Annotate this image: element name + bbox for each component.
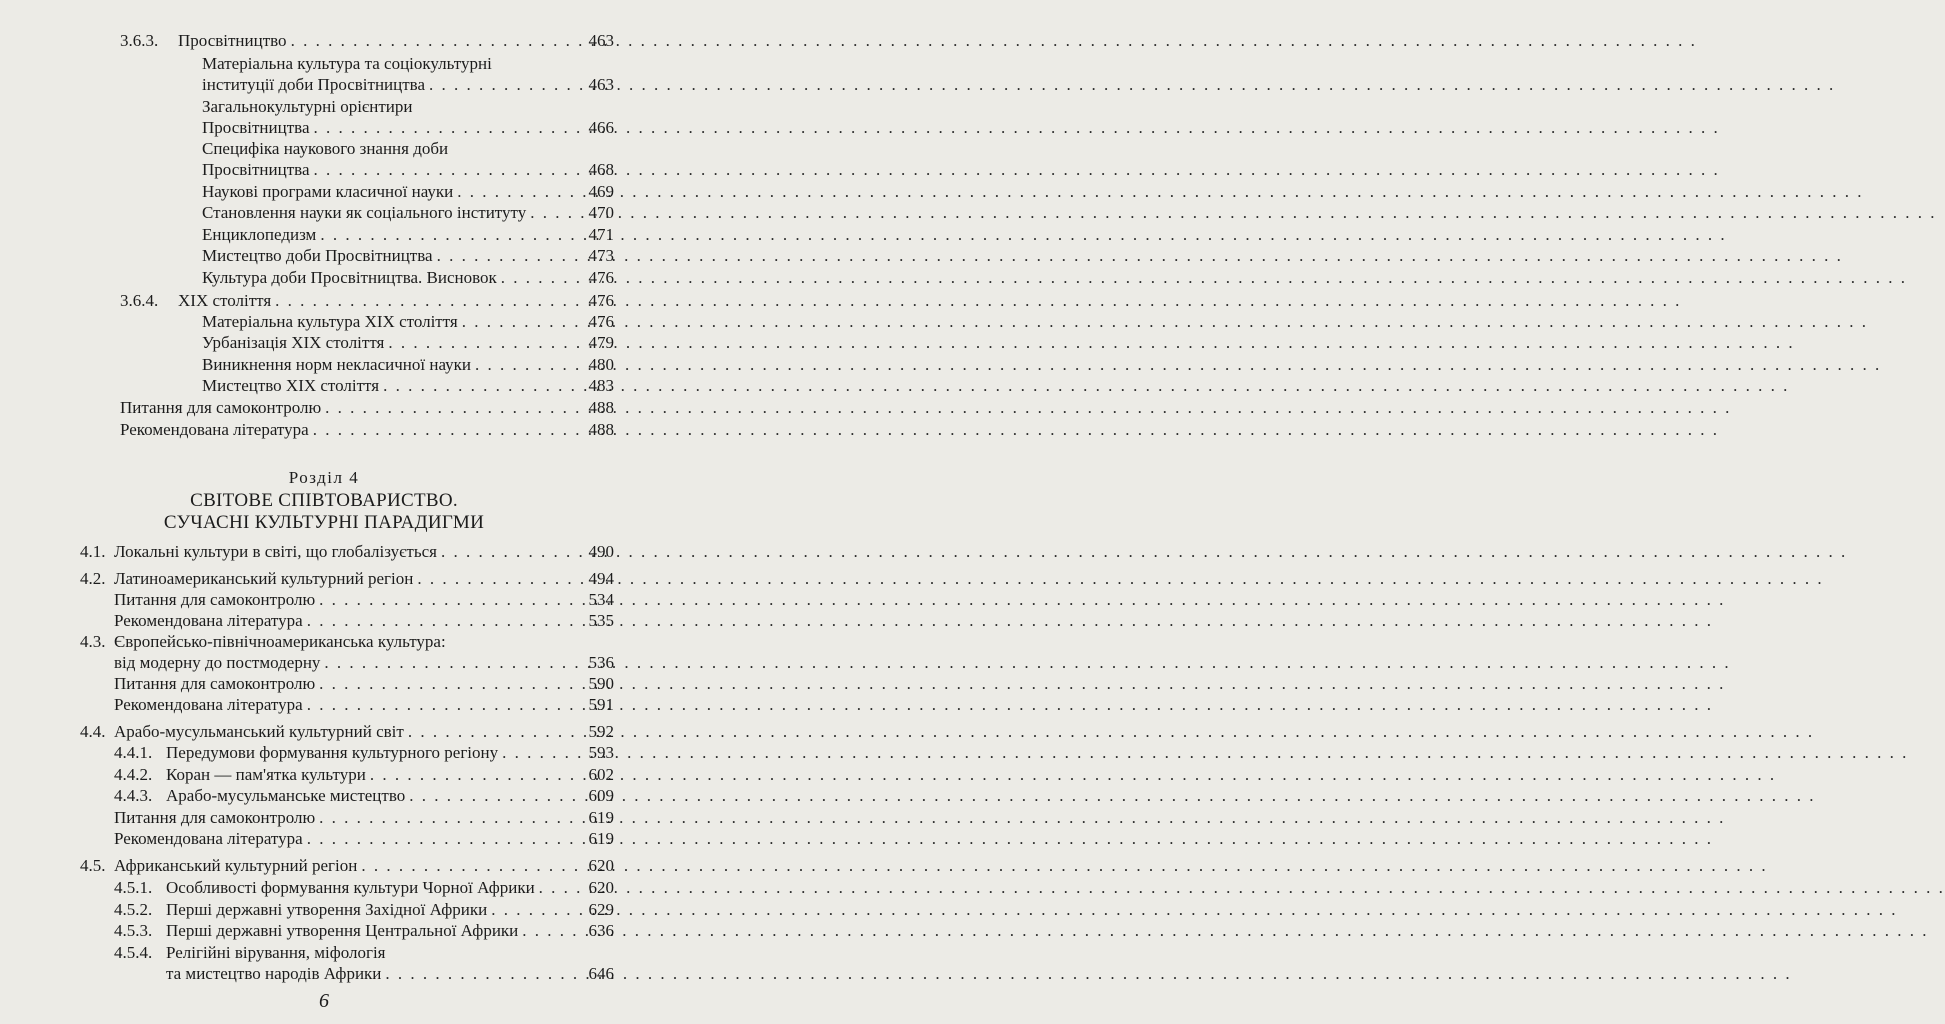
toc-entry-page: 593: [588, 743, 614, 762]
toc-entry-title: Арабо-мусульманське мистецтво: [166, 786, 406, 805]
toc-entry-number: 4.2.: [80, 569, 106, 588]
toc-entry-title: Культура доби Просвітництва. Висновок: [202, 268, 497, 287]
dot-leader: [475, 354, 580, 375]
dot-leader: [539, 877, 580, 898]
toc-entry-title: Локальні культури в світі, що глобалізується: [114, 542, 437, 561]
toc-entry-title: Становлення науки як соціального інституту: [202, 203, 527, 222]
toc-entry: [114, 589, 614, 610]
toc-entry-title: Просвітництво: [178, 31, 287, 50]
toc-entry: [80, 721, 614, 742]
toc-entry-page: 534: [588, 590, 614, 609]
toc-entry-title: Африканський культурний регіон: [114, 856, 358, 875]
dot-leader: [491, 899, 580, 920]
toc-entry-title-cont: Просвітництва: [202, 118, 310, 137]
toc-page: [0, 0, 648, 1024]
toc-entry-number: 4.5.2.: [114, 900, 153, 919]
dot-leader: [307, 828, 580, 849]
toc-entry-page: 470: [588, 203, 614, 222]
toc-entry-number: 4.4.3.: [114, 786, 153, 805]
toc-entry-title: Рекомендована література: [114, 695, 303, 714]
toc-entry-number: 3.6.4.: [120, 291, 159, 310]
toc-entry-page: 476: [588, 312, 614, 331]
dot-leader: [325, 397, 580, 418]
toc-entry-title-cont: Просвітництва: [202, 160, 310, 179]
dot-leader: [324, 652, 580, 673]
dot-leader: [385, 963, 580, 984]
toc-entry: [80, 541, 614, 562]
toc-entry-number: 4.5.3.: [114, 921, 153, 940]
toc-entry-number: 4.5.: [80, 856, 106, 875]
toc-entry-page: 629: [588, 900, 614, 919]
toc-entry: [202, 159, 614, 180]
toc-entry-page: 483: [588, 376, 614, 395]
toc-entry-page: 490: [588, 542, 614, 561]
toc-entry: [202, 181, 614, 202]
dot-leader: [441, 541, 580, 562]
toc-entry-title: Перші державні утворення Західної Африки: [166, 900, 488, 919]
toc-entry-page: 619: [588, 808, 614, 827]
dot-leader: [319, 589, 580, 610]
toc-entry-title: Мистецтво доби Просвітництва: [202, 246, 433, 265]
toc-entry-title: Рекомендована література: [114, 611, 303, 630]
dot-leader: [275, 290, 580, 311]
toc-entry-number: 3.6.3.: [120, 31, 159, 50]
toc-entry: [114, 764, 614, 785]
toc-entry: [202, 202, 614, 223]
toc-entry: [166, 963, 614, 984]
toc-entry-page: 476: [588, 268, 614, 287]
toc-entry-title-cont: та мистецтво народів Африки: [166, 964, 382, 983]
toc-entry-title: [114, 942, 386, 963]
toc-entry-page: 619: [588, 829, 614, 848]
toc-entry-number: 4.5.1.: [114, 878, 153, 897]
toc-entry: [202, 74, 614, 95]
toc-entry-page: 620: [588, 856, 614, 875]
toc-entry-page: 494: [588, 569, 614, 588]
dot-leader: [370, 764, 580, 785]
toc-entry-title-cont: від модерну до постмодерну: [114, 653, 321, 672]
toc-entry: [120, 290, 614, 311]
toc-entry: [114, 899, 614, 920]
toc-entry-number: 4.4.1.: [114, 743, 153, 762]
toc-entry-title: XIX століття: [178, 291, 272, 310]
toc-entry-page: 609: [588, 786, 614, 805]
dot-leader: [522, 920, 580, 941]
toc-entry-page: 592: [588, 722, 614, 741]
toc-entry-page: 636: [588, 921, 614, 940]
toc-entry: [202, 245, 614, 266]
toc-entry-title: Питання для самоконтролю: [114, 674, 316, 693]
toc-entry: [120, 397, 614, 418]
dot-leader: [462, 311, 580, 332]
toc-entry-title: Особливості формування культури Чорної Африки: [166, 878, 535, 897]
dot-leader: [429, 74, 580, 95]
dot-leader: [307, 610, 580, 631]
toc-entry: [80, 568, 614, 589]
toc-entry-title: Урбанізація XIX століття: [202, 333, 385, 352]
toc-entry-number: 4.5.4.: [114, 943, 153, 962]
toc-entry-page: 466: [588, 118, 614, 137]
toc-entry: [202, 332, 614, 353]
toc-entry: [120, 30, 614, 51]
dot-leader: [319, 807, 580, 828]
dot-leader: [409, 785, 580, 806]
toc-entry-title: Виникнення норм некласичної науки: [202, 355, 471, 374]
toc-entry-number: 4.3.: [80, 632, 106, 651]
toc-entry-page: 488: [588, 420, 614, 439]
section-label: Розділ 4: [288, 468, 360, 487]
dot-leader: [530, 202, 580, 223]
toc-entry: [120, 419, 614, 440]
toc-entry: [80, 855, 614, 876]
toc-entry-title: Матеріальна культура та соціокультурні: [202, 54, 492, 73]
toc-entry: [114, 652, 614, 673]
toc-entry-title: Передумови формування культурного регіону: [166, 743, 499, 762]
toc-entry: [114, 828, 614, 849]
toc-entry-title: Перші державні утворення Центральної Африки: [166, 921, 519, 940]
dot-leader: [291, 30, 580, 51]
toc-entry-title: [80, 631, 446, 652]
toc-entry-page: 479: [588, 333, 614, 352]
dot-leader: [314, 159, 581, 180]
toc-entry: [202, 117, 614, 138]
toc-entry: [202, 375, 614, 396]
dot-leader: [502, 742, 580, 763]
toc-entry-title: Наукові програми класичної науки: [202, 182, 454, 201]
toc-entry-page: 646: [588, 964, 614, 983]
dot-leader: [314, 117, 581, 138]
toc-entry: [114, 877, 614, 898]
toc-entry-title: Специфіка наукового знання доби: [202, 139, 449, 158]
toc-entry-page: 602: [588, 765, 614, 784]
toc-entry-title: Релігійні вірування, міфологія: [166, 943, 386, 962]
toc-entry-title: Рекомендована література: [114, 829, 303, 848]
toc-entry-title: Енциклопедизм: [202, 225, 317, 244]
toc-entry: [114, 920, 614, 941]
toc-entry: [114, 694, 614, 715]
toc-entry-title: Європейсько-північноамериканська культура:: [114, 632, 446, 651]
dot-leader: [313, 419, 580, 440]
toc-entry: [202, 267, 614, 288]
toc-entry-page: 476: [588, 291, 614, 310]
toc-entry-title: Питання для самоконтролю: [114, 590, 316, 609]
toc-entry: [114, 610, 614, 631]
dot-leader: [437, 245, 580, 266]
dot-leader: [361, 855, 580, 876]
toc-entry: [202, 311, 614, 332]
dot-leader: [417, 568, 580, 589]
toc-entry-title: Загальнокультурні орієнтири: [202, 97, 413, 116]
dot-leader: [501, 267, 580, 288]
toc-entry-page: 536: [588, 653, 614, 672]
toc-entry-page: 488: [588, 398, 614, 417]
toc-entry-page: 463: [588, 75, 614, 94]
dot-leader: [307, 694, 580, 715]
toc-entry: [114, 673, 614, 694]
section-title-line2: СУЧАСНІ КУЛЬТУРНІ ПАРАДИГМИ: [163, 512, 485, 533]
toc-entry: [114, 807, 614, 828]
dot-leader: [388, 332, 580, 353]
toc-entry-title: Питання для самоконтролю: [120, 398, 322, 417]
toc-entry-page: 535: [588, 611, 614, 630]
toc-entry-page: 469: [588, 182, 614, 201]
toc-entry-title: Питання для самоконтролю: [114, 808, 316, 827]
toc-entry-title: Арабо-мусульманський культурний світ: [114, 722, 404, 741]
toc-entry: [202, 354, 614, 375]
dot-leader: [383, 375, 580, 396]
toc-entry-number: 4.1.: [80, 542, 106, 561]
dot-leader: [457, 181, 580, 202]
toc-entry-title: Коран — пам'ятка культури: [166, 765, 366, 784]
toc-entry-page: 480: [588, 355, 614, 374]
toc-entry-number: 4.4.2.: [114, 765, 153, 784]
dot-leader: [320, 224, 580, 245]
toc-entry-title-cont: інституції доби Просвітництва: [202, 75, 426, 94]
toc-entry: [114, 742, 614, 763]
toc-entry-page: 620: [588, 878, 614, 897]
toc-entry: [114, 785, 614, 806]
toc-entry-title: Матеріальна культура XIX століття: [202, 312, 458, 331]
dot-leader: [319, 673, 580, 694]
toc-entry-title: Мистецтво XIX століття: [202, 376, 380, 395]
toc-entry-page: 471: [588, 225, 614, 244]
toc-entry: [202, 224, 614, 245]
toc-entry-page: 463: [588, 31, 614, 50]
toc-entry-page: 591: [588, 695, 614, 714]
toc-entry-page: 590: [588, 674, 614, 693]
toc-entry-title: Рекомендована література: [120, 420, 309, 439]
toc-entry-title: Латиноамериканський культурний регіон: [114, 569, 414, 588]
toc-entry-page: 473: [588, 246, 614, 265]
section-title-line1: СВІТОВЕ СПІВТОВАРИСТВО.: [190, 490, 458, 511]
toc-entry-page: 468: [588, 160, 614, 179]
page-number: 6: [319, 990, 329, 1012]
toc-entry-number: 4.4.: [80, 722, 106, 741]
dot-leader: [408, 721, 580, 742]
